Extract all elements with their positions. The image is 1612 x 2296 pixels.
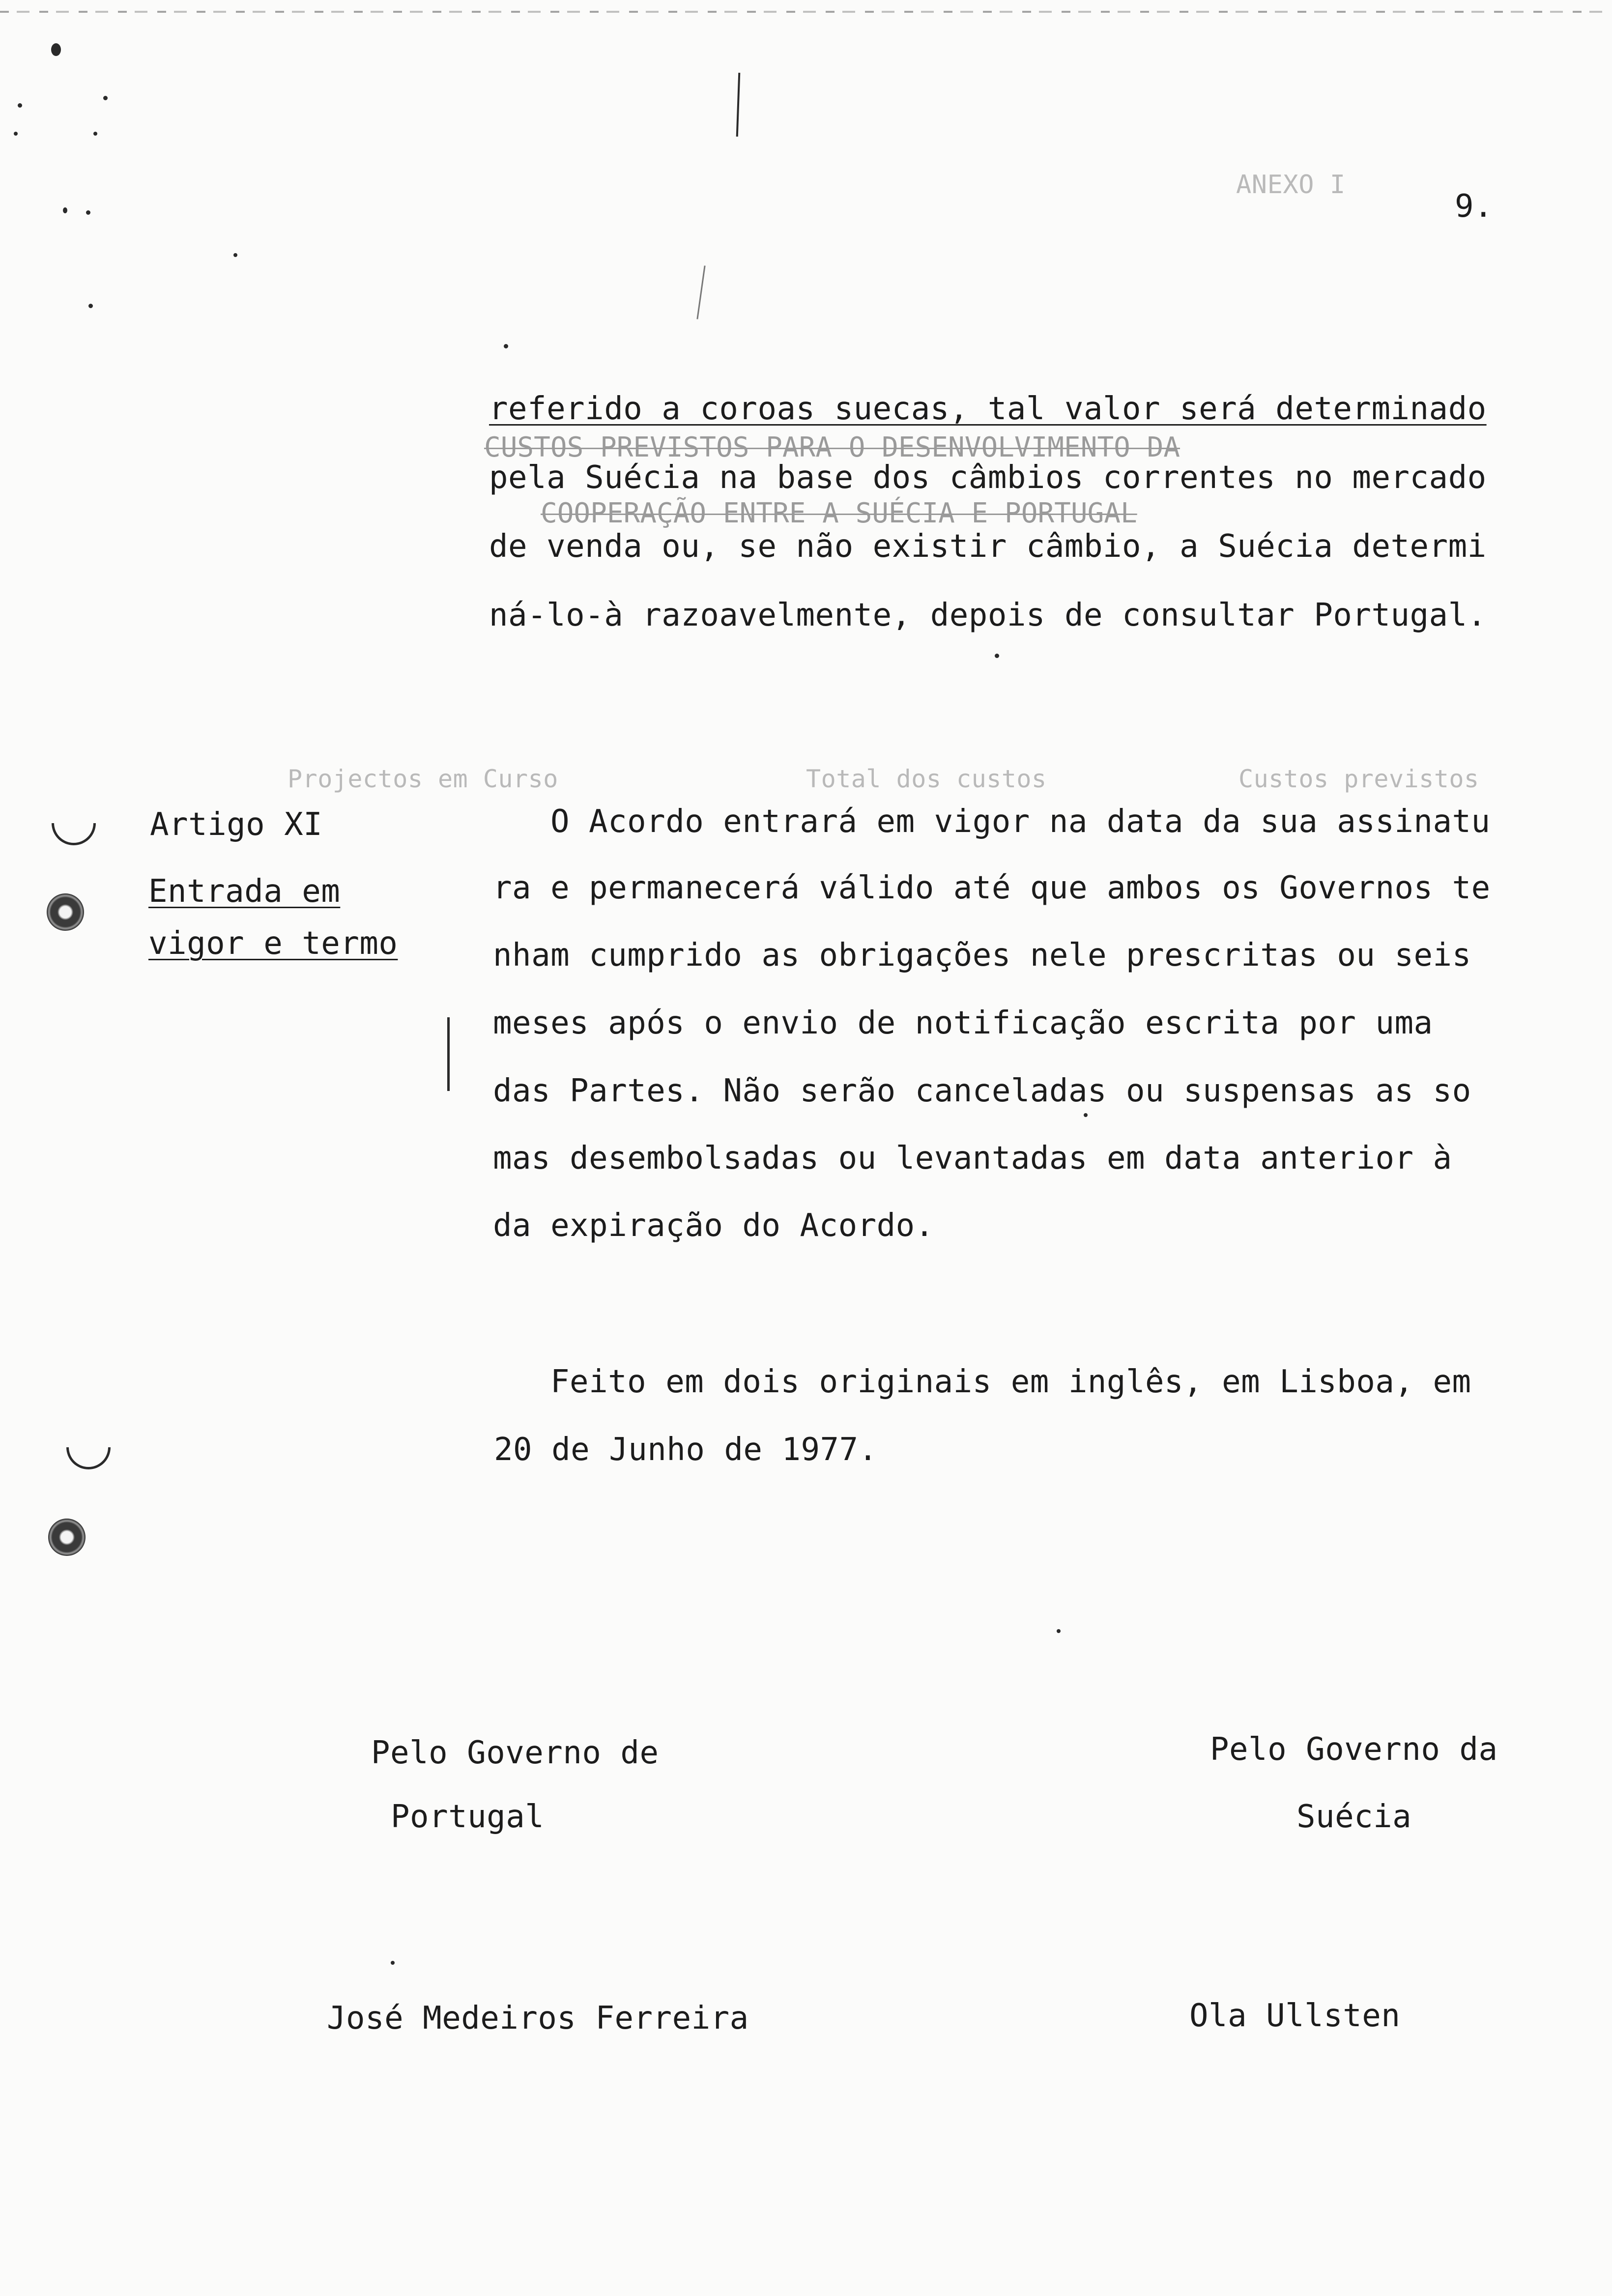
scan-speck	[93, 132, 97, 136]
scan-stroke	[696, 265, 705, 319]
paragraph-line: pela Suécia na base dos câmbios correntes no mercado	[489, 459, 1487, 496]
article-line: nham cumprido as obrigações nele prescritas ou seis	[493, 937, 1471, 974]
signature-country-portugal: Portugal	[391, 1799, 545, 1835]
punch-hole	[48, 1519, 86, 1556]
page-number: 9.	[1455, 188, 1494, 225]
scan-speck	[233, 253, 237, 257]
ghost-header: Custos previstos	[1238, 765, 1479, 793]
ghost-header: Total dos custos	[806, 765, 1047, 793]
punch-hole-arc	[66, 1447, 111, 1469]
scan-stroke	[736, 73, 741, 137]
article-line: mas desembolsadas ou levantadas em data anterior à	[493, 1140, 1452, 1177]
signature-heading-portugal: Pelo Governo de	[371, 1735, 659, 1771]
article-line: O Acordo entrará em vigor na data da sua assinatu	[550, 804, 1491, 840]
scan-speck	[18, 103, 22, 108]
article-line: das Partes. Não serão canceladas ou suspensas as so	[493, 1073, 1471, 1109]
paragraph-line: de venda ou, se não existir câmbio, a Suécia determi	[489, 528, 1487, 565]
paragraph-line: referido a coroas suecas, tal valor será determinado	[489, 391, 1487, 427]
scan-speck	[88, 304, 93, 308]
scan-speck	[63, 207, 67, 213]
scan-speck	[86, 210, 90, 215]
closing-line: Feito em dois originais em inglês, em Lisboa, em	[550, 1364, 1471, 1400]
punch-hole	[47, 893, 84, 931]
scan-top-edge	[0, 11, 1612, 13]
scan-speck	[14, 132, 18, 136]
article-side-title: vigor e termo	[148, 925, 398, 962]
scan-speck	[1084, 1113, 1088, 1117]
paragraph-line: ná-lo-à razoavelmente, depois de consultar Portugal.	[489, 597, 1487, 633]
scan-speck	[504, 344, 508, 348]
overprint-line: CUSTOS PREVISTOS PARA O DESENVOLVIMENTO DA	[484, 431, 1180, 463]
article-line: meses após o envio de notificação escrita por uma	[493, 1005, 1433, 1041]
scan-speck	[103, 96, 108, 100]
signature-country-sweden: Suécia	[1296, 1799, 1412, 1835]
scan-speck	[995, 654, 999, 658]
signatory-name-sweden: Ola Ullsten	[1189, 1998, 1401, 2034]
scan-speck	[1057, 1629, 1061, 1633]
annex-stamp: ANEXO I	[1236, 170, 1346, 200]
article-side-title: Entrada em	[148, 873, 341, 910]
signatory-name-portugal: José Medeiros Ferreira	[327, 2000, 749, 2037]
article-line: ra e permanecerá válido até que ambos os Governos te	[493, 870, 1491, 906]
punch-hole-arc	[52, 823, 96, 845]
article-number: Artigo XI	[150, 806, 323, 843]
overprint-line: COOPERAÇÃO ENTRE A SUÉCIA E PORTUGAL	[541, 497, 1137, 529]
scan-stroke	[447, 1017, 450, 1091]
signature-heading-sweden: Pelo Governo da	[1210, 1731, 1498, 1768]
ghost-header: Projectos em Curso	[288, 765, 558, 793]
scan-speck	[391, 1961, 395, 1965]
closing-line: 20 de Junho de 1977.	[494, 1432, 878, 1468]
scan-speck	[51, 43, 61, 56]
article-line: da expiração do Acordo.	[493, 1207, 934, 1244]
